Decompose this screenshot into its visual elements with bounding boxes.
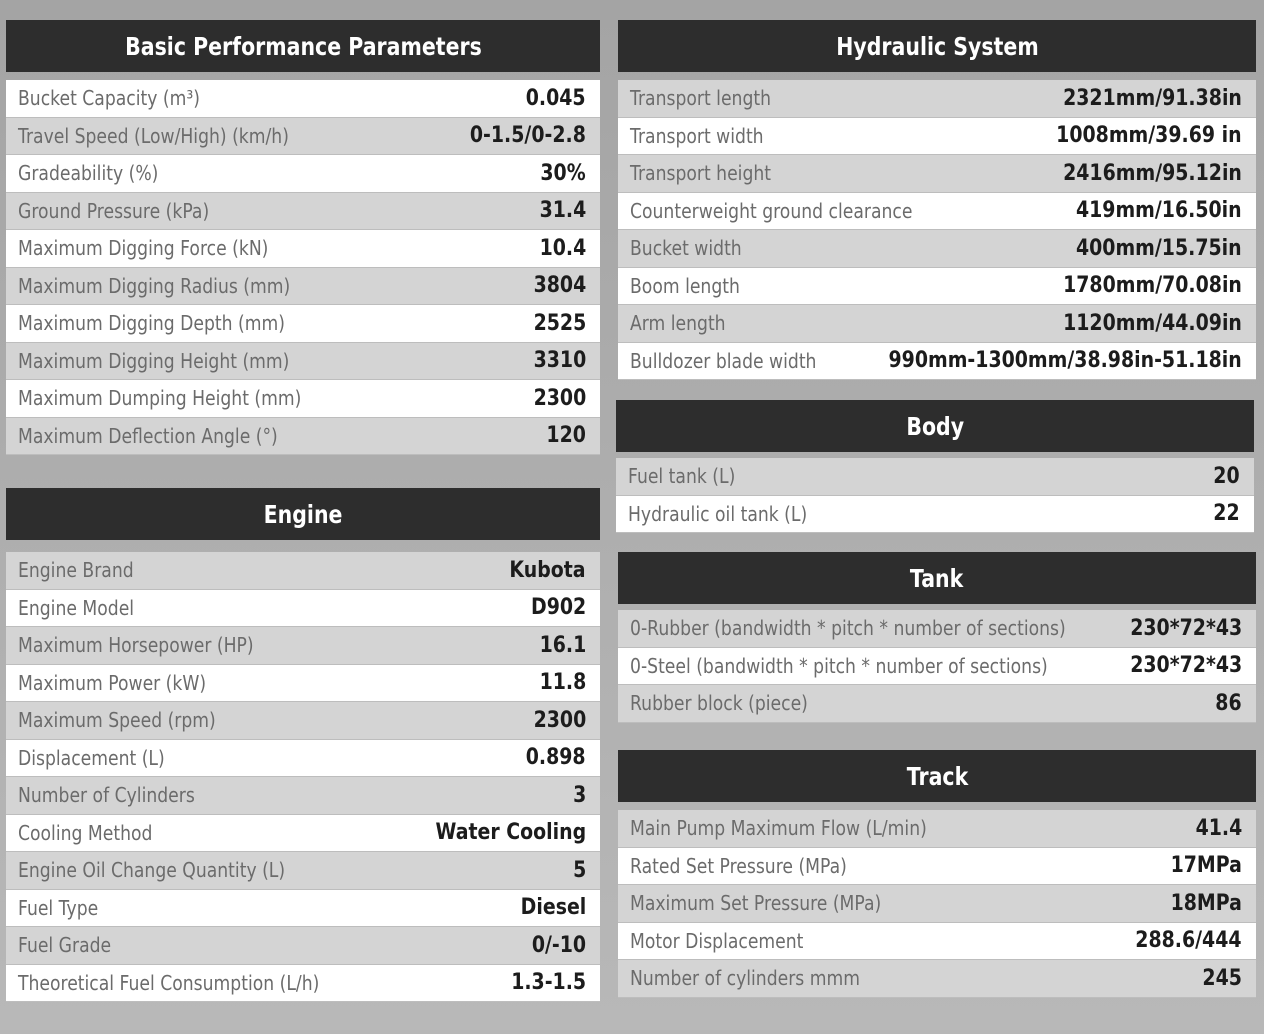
spec-row	[6, 268, 600, 306]
spec-row	[6, 118, 600, 156]
spec-row	[6, 230, 600, 268]
spec-value: 16.1	[539, 632, 586, 658]
spec-row	[6, 80, 600, 118]
engine-header	[6, 488, 600, 540]
spec-row	[6, 702, 600, 740]
basic-performance-rows	[6, 80, 600, 455]
spec-value: 288.6/444	[1135, 928, 1242, 954]
spec-row	[618, 118, 1256, 156]
spec-value: 1.3-1.5	[511, 970, 586, 996]
spec-label: Bucket Capacity (m³)	[18, 86, 201, 111]
spec-label: Transport height	[630, 161, 772, 186]
tank-rows	[618, 610, 1256, 723]
spec-value: Diesel	[520, 895, 586, 921]
spec-value: 86	[1215, 690, 1242, 716]
spec-row	[618, 343, 1256, 381]
hydraulic-section	[618, 20, 1256, 380]
spec-label: Main Pump Maximum Flow (L/min)	[630, 816, 927, 841]
spec-value: 3310	[533, 348, 586, 374]
spec-row	[6, 418, 600, 456]
spec-row	[6, 815, 600, 853]
body-title: Body	[906, 411, 964, 441]
spec-row	[6, 927, 600, 965]
engine-rows	[6, 552, 600, 1002]
track-rows	[618, 810, 1256, 998]
spec-label: Maximum Digging Height (mm)	[18, 348, 290, 373]
spec-row	[616, 496, 1254, 534]
basic-performance-header	[6, 20, 600, 72]
spec-label: Cooling Method	[18, 820, 153, 845]
spec-value: 2525	[533, 310, 586, 336]
spec-label: 0-Rubber (bandwidth * pitch * number of sections)	[630, 616, 1066, 641]
spec-row	[618, 193, 1256, 231]
spec-value: 245	[1202, 965, 1242, 991]
body-header	[616, 400, 1254, 452]
spec-label: Gradeability (%)	[18, 161, 159, 186]
basic-performance-section	[6, 20, 600, 455]
spec-label: Boom length	[630, 273, 740, 298]
spec-row	[6, 665, 600, 703]
tank-section	[618, 552, 1256, 723]
spec-label: Fuel Grade	[18, 933, 112, 958]
hydraulic-header	[618, 20, 1256, 72]
spec-value: D902	[530, 595, 586, 621]
spec-value: 419mm/16.50in	[1076, 198, 1242, 224]
spec-label: Counterweight ground clearance	[630, 198, 913, 223]
spec-label: Ground Pressure (kPa)	[18, 198, 210, 223]
spec-value: 10.4	[539, 235, 586, 261]
spec-label: Theoretical Fuel Consumption (L/h)	[18, 970, 320, 995]
spec-label: Maximum Deflection Angle (°)	[18, 423, 278, 448]
spec-value: 30%	[540, 160, 586, 186]
spec-label: Arm length	[630, 311, 726, 336]
body-section	[616, 400, 1254, 533]
spec-label: Bucket width	[630, 236, 742, 261]
spec-label: Fuel tank (L)	[628, 464, 736, 489]
spec-value: 0/-10	[531, 932, 586, 958]
spec-value: 230*72*43	[1130, 653, 1242, 679]
engine-section	[6, 488, 600, 1002]
spec-value: 400mm/15.75in	[1076, 235, 1242, 261]
spec-label: Engine Oil Change Quantity (L)	[18, 858, 286, 883]
spec-row	[6, 890, 600, 928]
spec-value: 2300	[533, 385, 586, 411]
hydraulic-rows	[618, 80, 1256, 380]
spec-value: 5	[572, 857, 586, 883]
spec-row	[6, 380, 600, 418]
spec-row	[618, 648, 1256, 686]
spec-row	[618, 80, 1256, 118]
track-title: Track	[906, 761, 968, 791]
spec-value: 0.898	[526, 745, 586, 771]
spec-value: 0-1.5/0-2.8	[470, 123, 586, 149]
spec-value: 2321mm/91.38in	[1063, 85, 1242, 111]
spec-label: Rubber block (piece)	[630, 691, 808, 716]
body-rows	[616, 458, 1254, 533]
spec-value: 22	[1213, 501, 1240, 527]
spec-label: Maximum Digging Force (kN)	[18, 236, 269, 261]
spec-label: Fuel Type	[18, 895, 99, 920]
spec-label: Maximum Dumping Height (mm)	[18, 386, 302, 411]
spec-row	[618, 685, 1256, 723]
spec-row	[618, 268, 1256, 306]
spec-label: Transport length	[630, 86, 772, 111]
spec-value: Water Cooling	[435, 820, 586, 846]
spec-value: 120	[546, 423, 586, 449]
spec-label: Motor Displacement	[630, 928, 804, 953]
spec-row	[6, 627, 600, 665]
spec-value: 17MPa	[1170, 853, 1242, 879]
spec-label: 0-Steel (bandwidth * pitch * number of sections)	[630, 653, 1048, 678]
spec-row	[6, 852, 600, 890]
spec-row	[618, 230, 1256, 268]
spec-row	[618, 848, 1256, 886]
spec-value: 1780mm/70.08in	[1063, 273, 1242, 299]
spec-value: 230*72*43	[1130, 615, 1242, 641]
spec-label: Transport width	[630, 123, 764, 148]
spec-label: Maximum Horsepower (HP)	[18, 633, 254, 658]
spec-value: 20	[1213, 463, 1240, 489]
spec-value: 18MPa	[1170, 890, 1242, 916]
basic-performance-title: Basic Performance Parameters	[124, 31, 482, 61]
spec-row	[6, 965, 600, 1003]
spec-row	[618, 610, 1256, 648]
spec-row	[6, 343, 600, 381]
spec-value: 1008mm/39.69 in	[1056, 123, 1242, 149]
spec-label: Engine Brand	[18, 558, 134, 583]
spec-row	[618, 155, 1256, 193]
tank-title: Tank	[910, 563, 964, 593]
spec-label: Maximum Set Pressure (MPa)	[630, 891, 882, 916]
spec-row	[6, 193, 600, 231]
spec-label: Hydraulic oil tank (L)	[628, 501, 808, 526]
spec-row	[6, 155, 600, 193]
spec-label: Number of Cylinders	[18, 783, 195, 808]
spec-row	[6, 740, 600, 778]
spec-label: Rated Set Pressure (MPa)	[630, 853, 847, 878]
spec-label: Travel Speed (Low/High) (km/h)	[18, 123, 289, 148]
spec-value: 1120mm/44.09in	[1063, 310, 1242, 336]
spec-row	[618, 810, 1256, 848]
spec-value: Kubota	[509, 557, 586, 583]
spec-value: 990mm-1300mm/38.98in-51.18in	[888, 348, 1242, 374]
spec-row	[6, 305, 600, 343]
spec-value: 3	[572, 782, 586, 808]
spec-row	[6, 777, 600, 815]
spec-value: 41.4	[1195, 815, 1242, 841]
spec-value: 3804	[533, 273, 586, 299]
spec-row	[618, 305, 1256, 343]
spec-row	[618, 960, 1256, 998]
tank-header	[618, 552, 1256, 604]
spec-value: 11.8	[539, 670, 586, 696]
spec-label: Engine Model	[18, 595, 135, 620]
spec-row	[616, 458, 1254, 496]
spec-row	[6, 552, 600, 590]
track-header	[618, 750, 1256, 802]
spec-value: 2416mm/95.12in	[1063, 160, 1242, 186]
spec-label: Maximum Speed (rpm)	[18, 708, 216, 733]
spec-label: Displacement (L)	[18, 745, 165, 770]
spec-value: 2300	[533, 707, 586, 733]
spec-row	[618, 923, 1256, 961]
spec-label: Bulldozer blade width	[630, 348, 817, 373]
hydraulic-title: Hydraulic System	[835, 31, 1039, 61]
spec-value: 0.045	[526, 85, 586, 111]
engine-title: Engine	[263, 499, 343, 529]
spec-row	[618, 885, 1256, 923]
spec-label: Maximum Power (kW)	[18, 670, 207, 695]
spec-label: Maximum Digging Radius (mm)	[18, 273, 291, 298]
spec-label: Maximum Digging Depth (mm)	[18, 311, 285, 336]
spec-value: 31.4	[539, 198, 586, 224]
spec-row	[6, 590, 600, 628]
track-section	[618, 750, 1256, 998]
spec-label: Number of cylinders mmm	[630, 966, 860, 991]
